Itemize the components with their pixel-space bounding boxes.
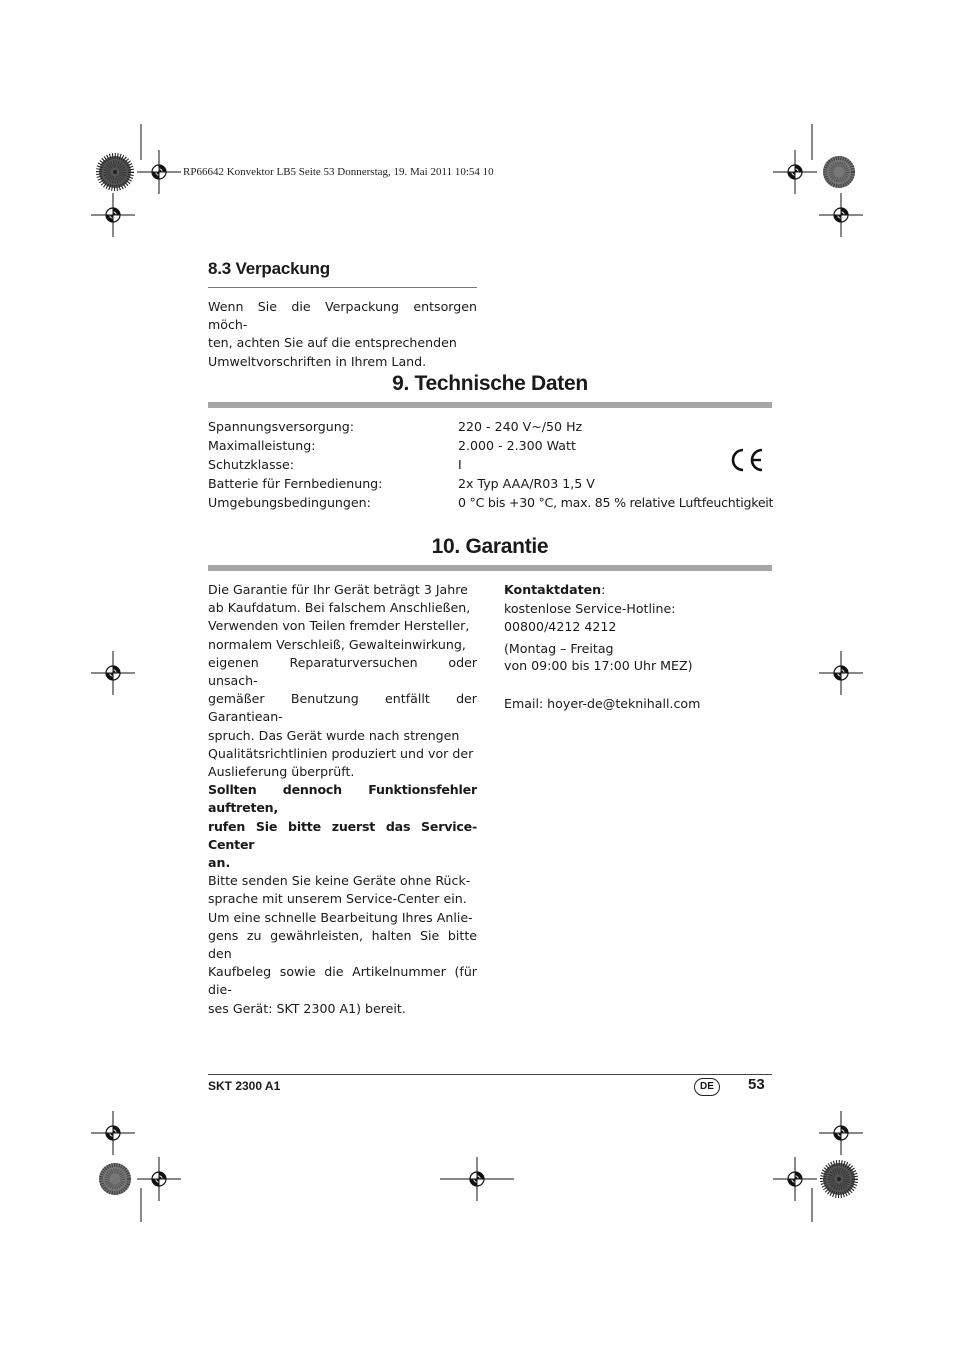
text-line: Um eine schnelle Bearbeitung Ihres Anlie- xyxy=(208,909,473,925)
print-slug: RP66642 Konvektor LB5 Seite 53 Donnerstag, 19. Mai 2011 10:54 10 xyxy=(183,166,494,178)
warranty-notice-line: rufen Sie bitte zuerst das Service-Center xyxy=(208,818,477,852)
hotline-phone: 00800/4212 4212 xyxy=(504,619,617,634)
spec-value: I xyxy=(458,457,462,472)
text-line: gens zu gewährleisten, halten Sie bitte den xyxy=(208,927,477,962)
text-line: gemäßer Benutzung entfällt der Garantiean- xyxy=(208,691,477,725)
text-line: Umweltvorschriften in Ihrem Land. xyxy=(208,353,427,369)
text-line: ses Gerät: SKT 2300 A1) bereit. xyxy=(208,1000,406,1016)
section-9-heading: 9. Technische Daten xyxy=(392,372,588,395)
warranty-notice-line: an. xyxy=(208,855,231,871)
page-number: 53 xyxy=(748,1076,765,1093)
spec-value: 2.000 - 2.300 Watt xyxy=(458,438,576,453)
spec-label: Schutzklasse: xyxy=(208,457,295,472)
spec-value: 220 - 240 V~/50 Hz xyxy=(458,419,583,434)
text-line: ab Kaufdatum. Bei falschem Anschließen, xyxy=(208,600,471,616)
spec-value: 0 °C bis +30 °C, max. 85 % relative Luftfeuchtigkeit xyxy=(458,495,774,510)
spec-label: Batterie für Fernbedienung: xyxy=(208,476,383,491)
contact-heading-colon: : xyxy=(601,582,606,597)
text-line: spruch. Das Gerät wurde nach strengen xyxy=(208,727,460,743)
contact-heading: Kontaktdaten xyxy=(504,582,602,597)
text-line: Wenn Sie die Verpackung entsorgen möch- xyxy=(208,299,477,333)
text-line: Die Garantie für Ihr Gerät beträgt 3 Jahre xyxy=(208,582,468,597)
section-8-3-heading: 8.3 Verpackung xyxy=(208,259,330,278)
text-line: sprache mit unserem Service-Center ein. xyxy=(208,891,467,907)
spec-value: 2x Typ AAA/R03 1,5 V xyxy=(458,476,595,491)
text-line: eigenen Reparaturversuchen oder unsach- xyxy=(208,654,477,689)
text-line: Bitte senden Sie keine Geräte ohne Rück- xyxy=(208,873,471,889)
text-line: normalem Verschleiß, Gewalteinwirkung, xyxy=(208,636,466,652)
text-line: ten, achten Sie auf die entsprechenden xyxy=(208,335,457,351)
spec-label: Spannungsversorgung: xyxy=(208,419,354,434)
hours-line-2: von 09:00 bis 17:00 Uhr MEZ) xyxy=(504,657,693,673)
section-10-heading: 10. Garantie xyxy=(431,535,549,558)
hotline-label: kostenlose Service-Hotline: xyxy=(504,600,676,616)
contact-email: Email: hoyer-de@teknihall.com xyxy=(504,695,701,711)
warranty-notice-line: Sollten dennoch Funktionsfehler auftreten, xyxy=(208,782,477,816)
text-line: Auslieferung überprüft. xyxy=(208,764,355,780)
text-line: Kaufbeleg sowie die Artikelnummer (für die- xyxy=(208,964,477,998)
footer-model: SKT 2300 A1 xyxy=(208,1079,281,1093)
language-badge: DE xyxy=(694,1078,720,1096)
spec-label: Maximalleistung: xyxy=(208,438,316,453)
hours-line-1: (Montag – Freitag xyxy=(504,640,614,656)
text-line: Qualitätsrichtlinien produziert und vor der xyxy=(208,745,474,761)
text-line: Verwenden von Teilen fremder Hersteller, xyxy=(208,618,470,634)
spec-label: Umgebungsbedingungen: xyxy=(208,495,371,510)
